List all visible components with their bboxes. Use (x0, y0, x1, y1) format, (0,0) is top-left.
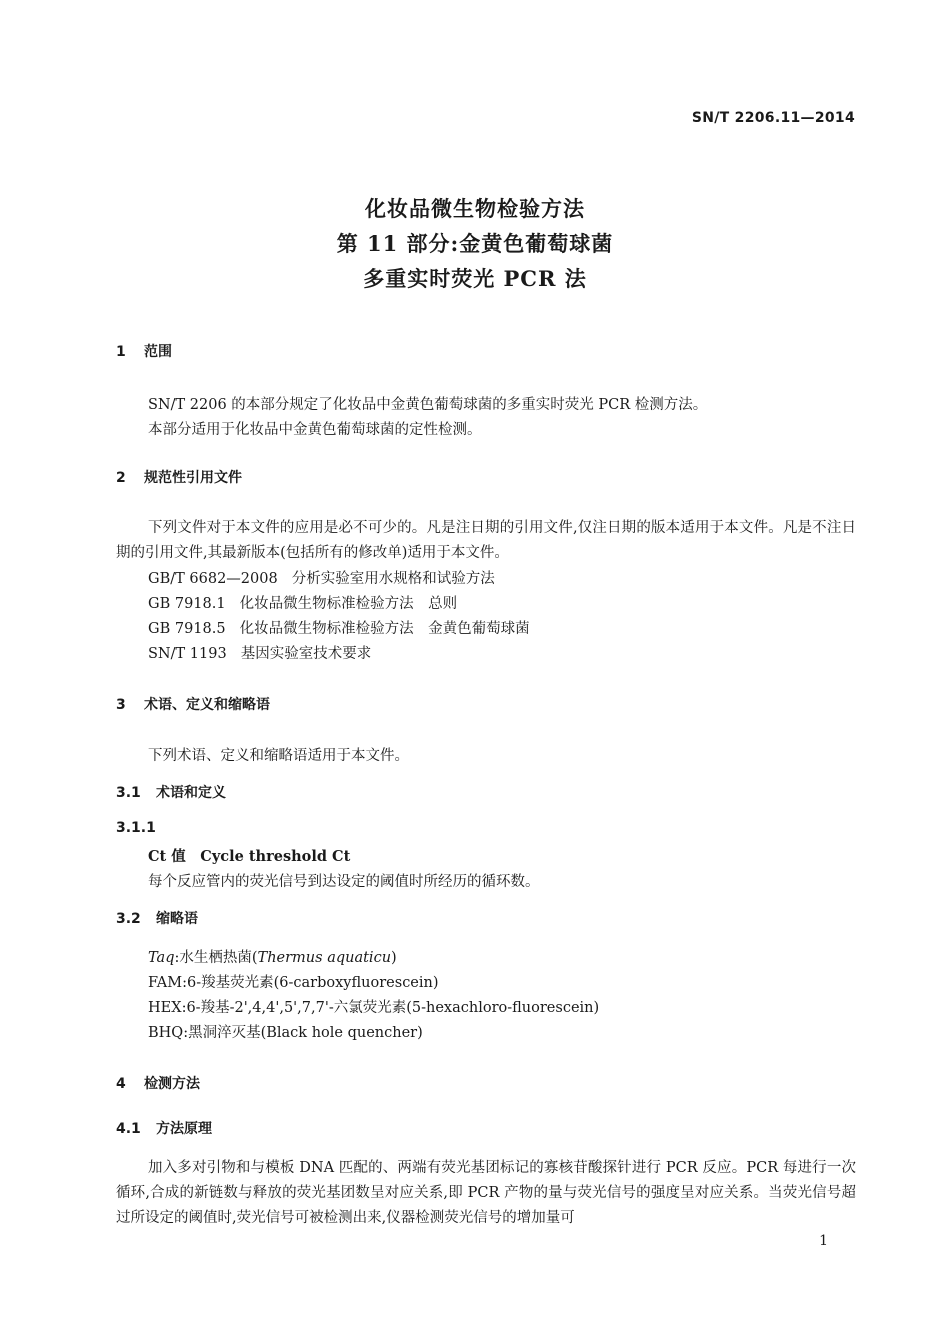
reference-item (148, 642, 371, 663)
abbreviation-key: BHQ (148, 1025, 184, 1041)
abbreviation-key: HEX (148, 1000, 182, 1016)
reference-item (148, 567, 495, 588)
section-3-heading (116, 694, 270, 714)
reference-code: SN/T 1193 (148, 646, 227, 662)
s4-1-paragraph: 加入多对引物和与模板 DNA 匹配的、两端有荧光基团标记的寡核苷酸探针进行 PCR 反应。PCR 每进行一次循环,合成的新链数与释放的荧光基团数呈对应关系,即 PCR 产物的量与荧光信号的强度呈对应关系。当荧光信号超过所设定的阈值时,荧光信号可被检测出来,仪器检测荧光信号的增加量可 (116, 1160, 856, 1226)
section-title: 术语和定义 (156, 785, 226, 801)
title-line-3: 多重实时荧光 PCR 法 (363, 266, 587, 291)
standard-code: SN/T 2206.11—2014 (691, 110, 855, 126)
reference-code: GB 7918.1 (148, 596, 226, 612)
title-line-1: 化妆品微生物检验方法 (365, 196, 585, 221)
section-title: 缩略语 (156, 911, 198, 927)
section-2-heading (116, 467, 242, 487)
section-number: 1 (116, 344, 126, 360)
section-number: 4.1 (116, 1121, 141, 1137)
reference-name: 化妆品微生物标准检验方法 总则 (239, 596, 458, 612)
section-4-heading (116, 1073, 200, 1093)
section-title: 方法原理 (156, 1121, 212, 1137)
abbreviation-key: Taq (148, 950, 175, 966)
abbreviation-key: FAM (148, 975, 183, 991)
section-number: 3 (116, 697, 126, 713)
section-title: 检测方法 (144, 1076, 200, 1092)
reference-name: 基因实验室技术要求 (240, 646, 372, 662)
reference-code: GB/T 6682—2008 (148, 571, 278, 587)
s1-paragraph-2: 本部分适用于化妆品中金黄色葡萄球菌的定性检测。 (148, 422, 482, 438)
s1-paragraph-1: SN/T 2206 的本部分规定了化妆品中金黄色葡萄球菌的多重实时荧光 PCR 检测方法。 (148, 397, 708, 413)
section-3-2-heading (116, 908, 198, 928)
section-4-1-heading (116, 1118, 212, 1138)
s3-intro: 下列术语、定义和缩略语适用于本文件。 (148, 748, 409, 764)
section-title: 范围 (144, 344, 172, 360)
abbreviation-italic: Thermus aquaticu (257, 950, 392, 966)
reference-code: GB 7918.5 (148, 621, 226, 637)
abbreviation-item (148, 1021, 423, 1042)
reference-name: 分析实验室用水规格和试验方法 (291, 571, 495, 587)
reference-item (148, 592, 457, 613)
abbreviation-text: :6-羧基-2',4,4',5',7,7'-六氯荧光素(5-hexachloro-fluorescein) (181, 1000, 600, 1016)
abbreviation-text: :黑洞淬灭基(Black hole quencher) (183, 1025, 423, 1041)
abbreviation-text: :6-羧基荧光素(6-carboxyfluorescein) (182, 975, 439, 991)
section-3-1-1-heading: 3.1.1 (116, 820, 156, 836)
s2-paragraph: 下列文件对于本文件的应用是必不可少的。凡是注日期的引用文件,仅注日期的版本适用于本文件。凡是不注日期的引用文件,其最新版本(包括所有的修改单)适用于本文件。 (116, 520, 856, 561)
reference-item (148, 617, 530, 638)
section-1-heading (116, 341, 172, 361)
section-number: 3.1 (116, 785, 141, 801)
reference-name: 化妆品微生物标准检验方法 金黄色葡萄球菌 (239, 621, 530, 637)
page-number: 1 (819, 1233, 828, 1249)
section-title: 规范性引用文件 (144, 470, 242, 486)
term-ct-definition: 每个反应管内的荧光信号到达设定的阈值时所经历的循环数。 (148, 874, 540, 890)
section-3-1-heading (116, 782, 226, 802)
section-number: 3.2 (116, 911, 141, 927)
title-line-2: 第 11 部分:金黄色葡萄球菌 (336, 231, 614, 256)
abbreviation-end: ) (391, 950, 397, 966)
abbreviation-text: :水生栖热菌( (174, 950, 258, 966)
section-title: 术语、定义和缩略语 (144, 697, 270, 713)
abbreviation-item (148, 996, 599, 1017)
section-number: 2 (116, 470, 126, 486)
abbreviation-item (148, 946, 397, 967)
abbreviation-item (148, 971, 439, 992)
term-ct: Ct 值 Cycle threshold Ct (148, 848, 351, 865)
section-number: 4 (116, 1076, 126, 1092)
